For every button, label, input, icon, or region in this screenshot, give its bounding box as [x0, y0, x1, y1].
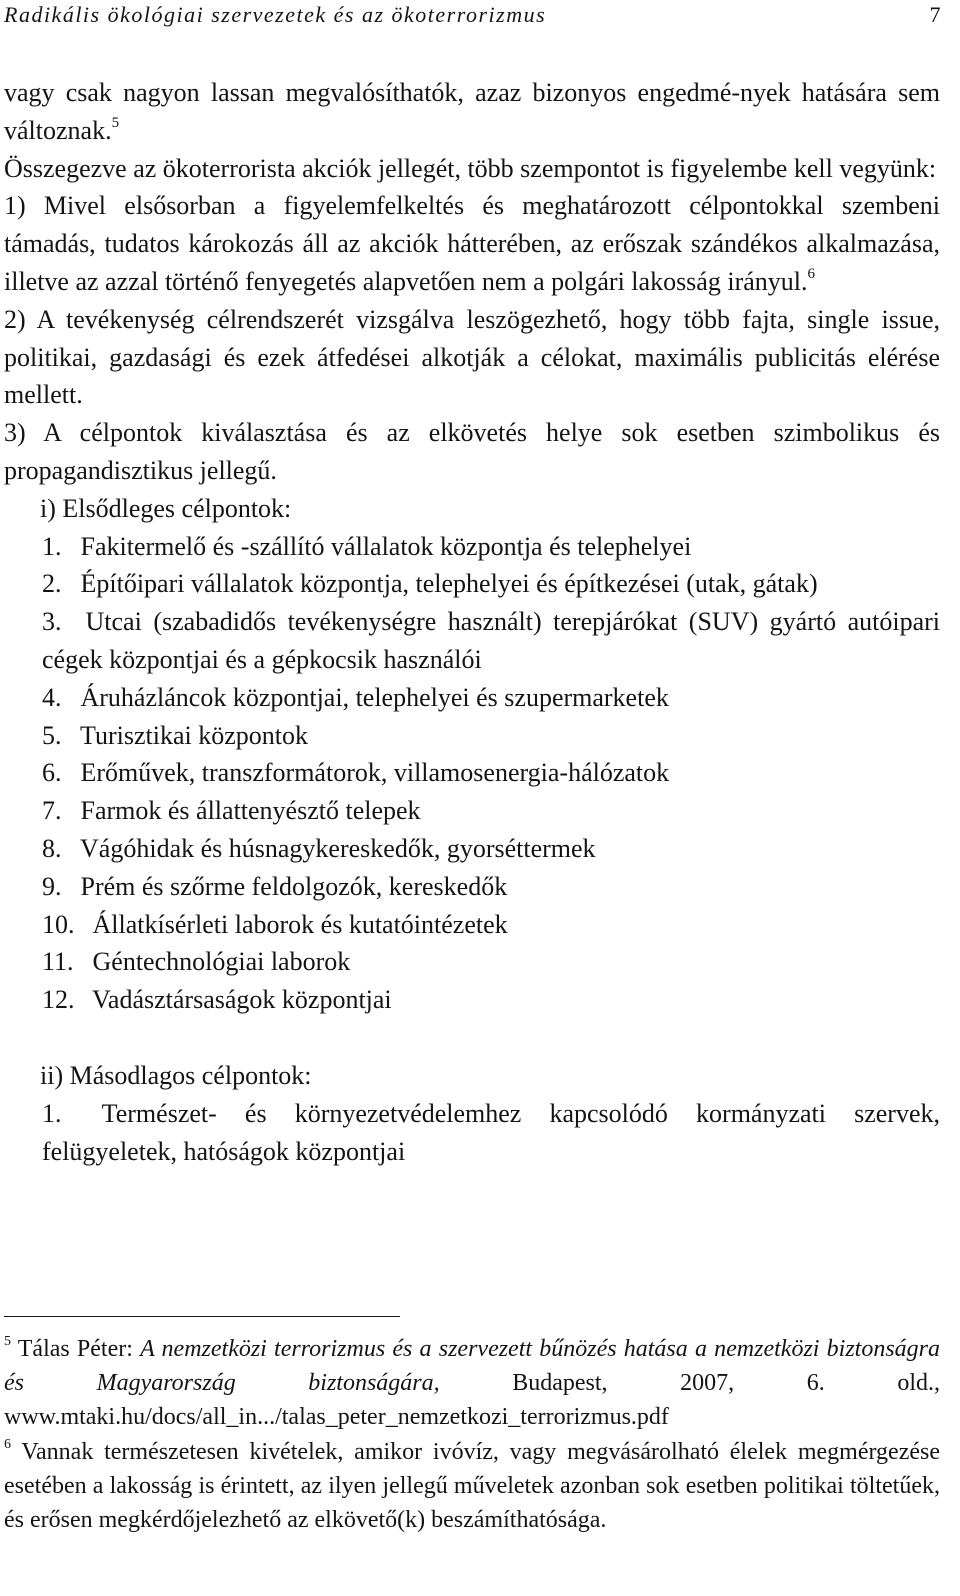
list-item-number: 9.	[42, 871, 62, 901]
list-item	[42, 528, 940, 566]
list-item	[42, 754, 940, 792]
footnote-ref-5: 5	[111, 115, 120, 132]
footnote-5-source: Budapest, 2007, 6. old., www.mtaki.hu/docs/all_in.../talas_peter_nemzetkozi_terrorizmus.pdf	[4, 1370, 940, 1431]
list-item-text: Fakitermelő és -szállító vállalatok központja és telephelyei	[80, 531, 692, 561]
list-item-number: 2.	[42, 569, 62, 599]
footnote-5-number: 5	[4, 1334, 11, 1349]
list-item-text: Áruházláncok központjai, telephelyei és szupermarketek	[80, 682, 669, 712]
list-item	[42, 830, 940, 868]
list-item	[42, 943, 940, 981]
list-item-text: Erőművek, transzformátorok, villamosenergia-hálózatok	[80, 758, 670, 788]
list-item-number: 12.	[42, 985, 75, 1015]
list-item-text: Turisztikai központok	[80, 720, 309, 750]
list-item-number: 5.	[42, 720, 62, 750]
paragraph-summary: Összegezve az ökoterrorista akciók jellegét, több szempontot is figyelembe kell vegyünk:	[4, 153, 937, 183]
list-item-number: 11.	[42, 947, 74, 977]
running-header-title: Radikális ökológiai szervezetek és az ökoterrorizmus	[4, 2, 547, 27]
list-item-text: Prém és szőrme feldolgozók, kereskedők	[80, 871, 508, 901]
secondary-targets-heading: ii) Másodlagos célpontok:	[40, 1060, 312, 1090]
list-item	[42, 906, 940, 944]
list-item-number: 10.	[42, 909, 75, 939]
list-item-number: 3.	[42, 607, 62, 637]
footnote-ref-6: 6	[807, 266, 815, 283]
list-item-text: Farmok és állattenyésztő telepek	[80, 796, 421, 826]
footnote-5	[4, 1332, 940, 1435]
list-item-number: 1.	[42, 1098, 62, 1128]
footnote-6	[4, 1435, 940, 1538]
list-item	[42, 1095, 940, 1171]
primary-targets-list	[4, 528, 940, 1019]
list-item	[42, 679, 940, 717]
list-item-number: 7.	[42, 796, 62, 826]
footnote-5-author: Tálas Péter:	[17, 1336, 133, 1362]
list-item-number: 6.	[42, 758, 62, 788]
list-item-text: Építőipari vállalatok központja, telephelyei és építkezései (utak, gátak)	[80, 569, 818, 599]
running-header	[4, 0, 942, 30]
footnote-separator	[4, 1316, 400, 1317]
list-item	[42, 792, 940, 830]
page-number: 7	[929, 2, 942, 27]
body-text	[4, 74, 940, 1170]
paragraph-point-1	[4, 187, 940, 300]
list-item	[42, 981, 940, 1019]
primary-targets-heading: i) Elsődleges célpontok:	[40, 493, 292, 523]
list-item-text: Természet- és környezetvédelemhez kapcsolódó kormányzati szervek, felügyeletek, hatóságok központjai	[42, 1098, 941, 1166]
list-item	[42, 565, 940, 603]
paragraph-intro	[4, 74, 940, 150]
footnote-6-number: 6	[4, 1436, 11, 1452]
paragraph-point-3: 3) A célpontok kiválasztása és az elkövetés helye sok esetben szimbolikus és propagandisztikus jellegű.	[4, 418, 940, 485]
secondary-targets-list	[4, 1095, 940, 1171]
list-item-number: 4.	[42, 682, 62, 712]
list-item-number: 8.	[42, 833, 62, 863]
list-item-text: Géntechnológiai laborok	[92, 947, 351, 977]
footnote-6-text: Vannak természetesen kivételek, amikor ivóvíz, vagy megvásárolható élelek megmérgezése esetében a lakosság is érintett, az ilyen jellegű műveletek azonban sok esetben politikai töltetűek, és erősen megkérdőjelezhető az elkövető(k) beszámíthatósága.	[4, 1438, 940, 1534]
paragraph-point-1-text: 1) Mivel elsősorban a figyelemfelkeltés és meghatározott célpontokkal szembeni támadás, tudatos károkozás áll az akciók hátterében, az erőszak szándékos alkalmazása, illetve az azzal történő fenyegetés alapvetően nem a polgári lakosság irányul.	[4, 191, 940, 296]
list-item-number: 1.	[42, 531, 62, 561]
footnote-5-title: A nemzetközi terrorizmus és a szervezett bűnözés hatása a nemzetközi biztonságra és Magyarország biztonságára,	[4, 1336, 941, 1397]
paragraph-intro-text: vagy csak nagyon lassan megvalósíthatók, azaz bizonyos engedmé-nyek hatására sem változnak.	[4, 78, 940, 145]
paragraph-point-2: 2) A tevékenység célrendszerét vizsgálva leszögezhető, hogy több fajta, single issue, politikai, gazdasági és ezek átfedései alkotják a célokat, maximális publicitás elérése mellett.	[4, 304, 940, 410]
list-item	[42, 603, 940, 679]
list-item-text: Állatkísérleti laborok és kutatóintézetek	[92, 909, 508, 939]
list-item	[42, 868, 940, 906]
list-item-text: Utcai (szabadidős tevékenységre használt) terepjárókat (SUV) gyártó autóipari cégek központjai és a gépkocsik használói	[42, 607, 940, 674]
list-item	[42, 717, 940, 755]
list-item-text: Vágóhidak és húsnagykereskedők, gyorséttermek	[80, 833, 596, 863]
footnotes	[4, 1332, 940, 1537]
list-item-text: Vadásztársaságok központjai	[92, 985, 392, 1015]
